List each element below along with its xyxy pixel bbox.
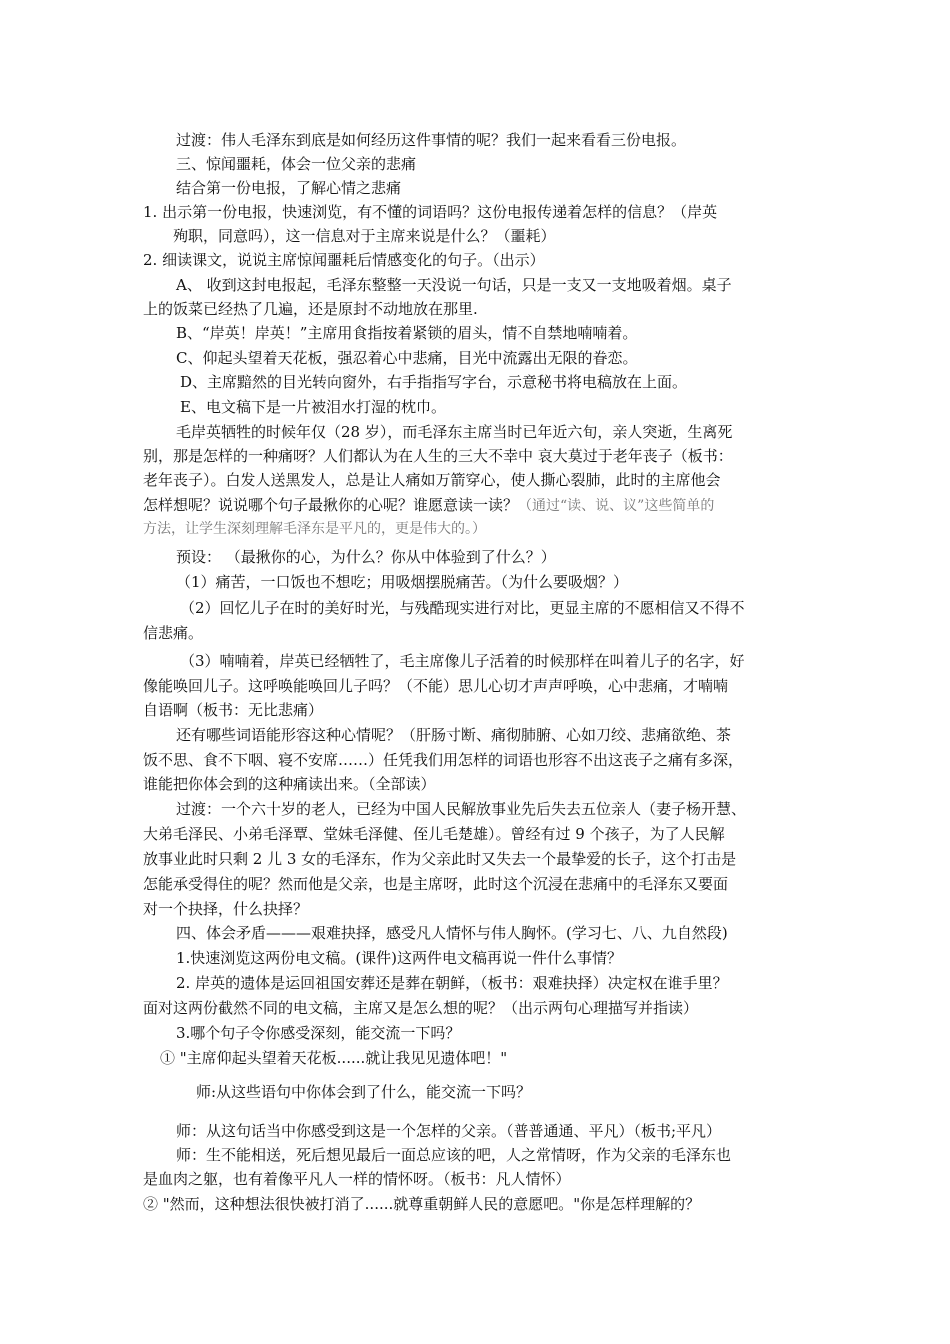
paragraph-line: 老年丧子）。白发人送黑发人，总是让人痛如万箭穿心，使人撕心裂肺，此时的主席他会 — [143, 471, 721, 489]
quote-option-e: E、电文稿下是一片被泪水打湿的枕巾。 — [180, 398, 446, 416]
section-heading: 四、体会矛盾———艰难抉择，感受凡人情怀与伟人胸怀。(学习七、八、九自然段) — [176, 924, 728, 942]
paragraph-line: 像能唤回儿子。这呼唤能唤回儿子吗？（不能）思儿心切才声声呼唤，心中悲痛，才喃喃 — [143, 677, 729, 695]
paragraph-text: 怎样想呢？说说哪个句子最揪你的心呢？谁愿意读一读？ — [143, 496, 519, 514]
list-item: 1.快速浏览这两份电文稿。(课件)这两件电文稿再说一件什么事情？ — [176, 949, 623, 967]
list-item: 2. 岸英的遗体是运回祖国安葬还是葬在朝鲜，（板书：艰难抉择）决定权在谁手里？ — [176, 974, 728, 992]
paragraph-line: 过渡：伟人毛泽东到底是如何经历这件事情的呢？我们一起来看看三份电报。 — [176, 131, 687, 149]
paragraph-line: 放事业此时只剩 2 儿 3 女的毛泽东，作为父亲此时又失去一个最挚爱的长子，这个打击是 — [143, 850, 737, 868]
paragraph-line: 怎能承受得住的呢？然而他是父亲，也是主席呀，此时这个沉浸在悲痛中的毛泽东又要面 — [143, 875, 729, 893]
paragraph-line: 谁能把你体会到的这种痛读出来。（全部读） — [143, 775, 436, 793]
quote-option-c: C、仰起头望着天花板，强忍着心中悲痛，目光中流露出无限的眷恋。 — [176, 349, 638, 367]
list-item: 1. 出示第一份电报，快速浏览，有不懂的词语吗？这份电报传递着怎样的信息？（岸英 — [143, 203, 718, 221]
paragraph-line: 还有哪些词语能形容这种心情呢？（肝肠寸断、痛彻肺腑、心如刀绞、悲痛欲绝、茶 — [176, 726, 732, 744]
section-heading: 三、惊闻噩耗，体会一位父亲的悲痛 — [176, 155, 417, 173]
paragraph-line: 饭不思、食不下咽、寝不安席……）任凭我们用怎样的词语也形容不出这丧子之痛有多深， — [143, 751, 744, 769]
teaching-note: 方法，让学生深刻理解毛泽东是平凡的，更是伟大的。） — [143, 521, 486, 537]
paragraph-line: 毛岸英牺牲的时候年仅（28 岁），而毛泽东主席当时已年近六旬，亲人突逝，生离死 — [176, 423, 733, 441]
quote-option-d: D、主席黯然的目光转向窗外，右手指指写字台，示意秘书将电稿放在上面。 — [180, 373, 688, 391]
paragraph-line: 上的饭菜已经热了几遍，还是原封不动地放在那里. — [143, 300, 478, 318]
quote-option-b: B、“岸英！岸英！”主席用食指按着紧锁的眉头，情不自禁地喃喃着。 — [176, 324, 638, 342]
paragraph-line: 面对这两份截然不同的电文稿，主席又是怎么想的呢？（出示两句心理描写并指读） — [143, 999, 699, 1017]
teacher-line: 师：生不能相送，死后想见最后一面总应该的吧，人之常情呀，作为父亲的毛泽东也 — [176, 1146, 732, 1164]
paragraph-line: 信悲痛。 — [143, 624, 204, 642]
teacher-line: 师：从这句话当中你感受到这是一个怎样的父亲。（普普通通、平凡）（板书;平凡） — [176, 1122, 722, 1140]
paragraph-line: 殉职，同意吗），这一信息对于主席来说是什么？（噩耗） — [173, 227, 556, 245]
quoted-sentence-1: ① "主席仰起头望着天花板......就让我见见遗体吧！" — [160, 1049, 508, 1067]
paragraph-line — [143, 493, 714, 518]
quote-option-a: A、 收到这封电报起，毛泽东整整一天没说一句话，只是一支又一支地吸着烟。桌子 — [176, 276, 732, 294]
preset-item: （1）痛苦，一口饭也不想吃；用吸烟摆脱痛苦。（为什么要吸烟？） — [176, 573, 629, 591]
paragraph-line: 是血肉之躯，也有着像平凡人一样的情怀呀。（板书：凡人情怀） — [143, 1170, 571, 1188]
subsection-heading: 结合第一份电报，了解心情之悲痛 — [176, 179, 402, 197]
preset-heading: 预设： （最揪你的心，为什么？你从中体验到了什么？） — [176, 548, 556, 566]
paragraph-line: 别，那是怎样的一种痛呀？人们都认为在人生的三大不幸中 哀大莫过于老年丧子（板书： — [143, 447, 733, 465]
paragraph-line: 大弟毛泽民、小弟毛泽覃、堂妹毛泽健、侄儿毛楚雄）。曾经有过 9 个孩子，为了人民解 — [143, 825, 725, 843]
preset-item: （3）喃喃着，岸英已经牺牲了，毛主席像儿子活着的时候那样在叫着儿子的名字，好 — [180, 652, 745, 670]
list-item: 3.哪个句子令你感受深刻，能交流一下吗？ — [176, 1024, 461, 1042]
paragraph-line: 自语啊（板书：无比悲痛） — [143, 701, 324, 719]
paragraph-line: 过渡：一个六十岁的老人，已经为中国人民解放事业先后失去五位亲人（妻子杨开慧、 — [176, 800, 747, 818]
paragraph-line: 对一个抉择，什么抉择？ — [143, 900, 309, 918]
teacher-question: 师:从这些语句中你体会到了什么，能交流一下吗？ — [196, 1083, 532, 1101]
quoted-sentence-2: ② "然而，这种想法很快被打消了......就尊重朝鲜人民的意愿吧。"你是怎样理解的？ — [143, 1195, 701, 1213]
list-item: 2. 细读课文，说说主席惊闻噩耗后情感变化的句子。（出示） — [143, 251, 545, 269]
preset-item: （2）回忆儿子在时的美好时光，与残酷现实进行对比，更显主席的不愿相信又不得不 — [180, 599, 745, 617]
teaching-note: （通过“读、说、议”这些简单的 — [518, 498, 715, 514]
